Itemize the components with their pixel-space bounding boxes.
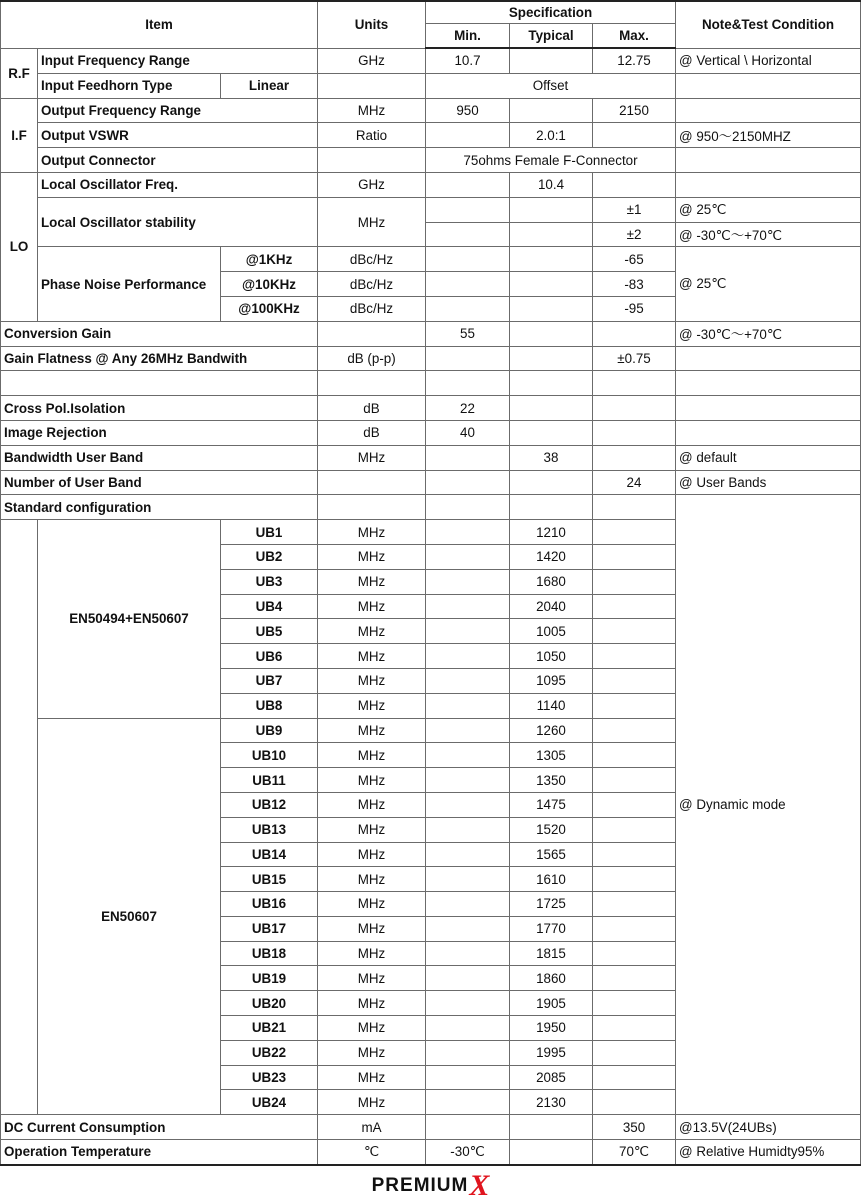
- units-cell: MHz: [318, 768, 426, 793]
- row-label: Output VSWR: [38, 123, 318, 148]
- units-cell: dBc/Hz: [318, 247, 426, 272]
- row-label: DC Current Consumption: [1, 1115, 318, 1140]
- units-cell: MHz: [318, 718, 426, 743]
- typical-cell: 75ohms Female F-Connector: [426, 148, 676, 173]
- typical-cell: 1140: [510, 693, 593, 718]
- units-cell: MHz: [318, 569, 426, 594]
- max-cell: [593, 842, 676, 867]
- min-cell: [426, 470, 510, 495]
- row-label: Number of User Band: [1, 470, 318, 495]
- min-cell: [426, 842, 510, 867]
- min-cell: [426, 1115, 510, 1140]
- ub-name: UB1: [221, 520, 318, 545]
- units-cell: Ratio: [318, 123, 426, 148]
- units-cell: [318, 495, 426, 520]
- typical-cell: 1520: [510, 817, 593, 842]
- table-row-empty: [1, 371, 861, 396]
- units-cell: MHz: [318, 544, 426, 569]
- min-cell: [426, 222, 510, 247]
- typical-cell: [510, 371, 593, 396]
- group-label-lo: LO: [1, 172, 38, 321]
- units-cell: [318, 73, 426, 98]
- units-cell: dB: [318, 396, 426, 421]
- units-cell: MHz: [318, 842, 426, 867]
- min-cell: [426, 817, 510, 842]
- units-cell: MHz: [318, 892, 426, 917]
- min-cell: [426, 693, 510, 718]
- max-cell: [593, 594, 676, 619]
- units-cell: MHz: [318, 1016, 426, 1041]
- units-cell: MHz: [318, 594, 426, 619]
- ub-name: UB3: [221, 569, 318, 594]
- max-cell: [593, 817, 676, 842]
- max-cell: [593, 445, 676, 470]
- max-cell: [593, 321, 676, 346]
- units-cell: GHz: [318, 48, 426, 73]
- min-cell: [426, 247, 510, 272]
- typical-cell: 2130: [510, 1090, 593, 1115]
- min-cell: 22: [426, 396, 510, 421]
- units-cell: MHz: [318, 445, 426, 470]
- units-cell: dBc/Hz: [318, 272, 426, 297]
- typical-cell: 1905: [510, 991, 593, 1016]
- max-cell: [593, 495, 676, 520]
- item-header: Item: [1, 1, 318, 48]
- typical-cell: [510, 1140, 593, 1165]
- typical-cell: 1095: [510, 668, 593, 693]
- min-cell: [426, 371, 510, 396]
- row-label: Local Oscillator Freq.: [38, 172, 318, 197]
- typical-cell: 1950: [510, 1016, 593, 1041]
- row-label: Bandwidth User Band: [1, 445, 318, 470]
- max-cell: [593, 792, 676, 817]
- ub-name: UB8: [221, 693, 318, 718]
- min-cell: [426, 916, 510, 941]
- units-cell: MHz: [318, 792, 426, 817]
- min-cell: [426, 123, 510, 148]
- max-cell: 350: [593, 1115, 676, 1140]
- min-cell: [426, 619, 510, 644]
- units-cell: MHz: [318, 817, 426, 842]
- typical-cell: [510, 495, 593, 520]
- units-cell: MHz: [318, 1065, 426, 1090]
- units-cell: [318, 321, 426, 346]
- ub-name: UB15: [221, 867, 318, 892]
- table-row: [1, 1115, 861, 1140]
- units-cell: MHz: [318, 743, 426, 768]
- table-row: [1, 1140, 861, 1165]
- max-cell: -65: [593, 247, 676, 272]
- table-row: [1, 247, 861, 272]
- units-cell: MHz: [318, 916, 426, 941]
- row-label: Input Feedhorn Type: [38, 73, 221, 98]
- typical-cell: 1305: [510, 743, 593, 768]
- max-cell: [593, 1040, 676, 1065]
- min-cell: [426, 941, 510, 966]
- max-cell: [593, 693, 676, 718]
- max-cell: 2150: [593, 98, 676, 123]
- max-cell: [593, 991, 676, 1016]
- units-cell: MHz: [318, 1040, 426, 1065]
- max-cell: [593, 941, 676, 966]
- typical-cell: [510, 321, 593, 346]
- typical-cell: 1350: [510, 768, 593, 793]
- units-cell: dB (p-p): [318, 346, 426, 371]
- note-cell: [676, 148, 861, 173]
- note-cell: @ -30℃～+70℃: [676, 321, 861, 346]
- max-cell: [593, 172, 676, 197]
- table-row: [1, 396, 861, 421]
- min-cell: [426, 172, 510, 197]
- units-cell: MHz: [318, 867, 426, 892]
- standard-label: EN50494+EN50607: [38, 520, 221, 718]
- units-cell: dBc/Hz: [318, 296, 426, 321]
- ub-name: UB23: [221, 1065, 318, 1090]
- min-cell: 40: [426, 420, 510, 445]
- max-cell: ±2: [593, 222, 676, 247]
- max-cell: [593, 743, 676, 768]
- min-cell: 950: [426, 98, 510, 123]
- table-row: [1, 148, 861, 173]
- note-cell: @ 25℃: [676, 247, 861, 321]
- typical-cell: 1725: [510, 892, 593, 917]
- typical-cell: [510, 48, 593, 73]
- max-cell: ±1: [593, 197, 676, 222]
- max-cell: 12.75: [593, 48, 676, 73]
- max-cell: [593, 966, 676, 991]
- units-cell: MHz: [318, 619, 426, 644]
- max-cell: 70℃: [593, 1140, 676, 1165]
- header-row: [1, 1, 861, 24]
- table-row: [1, 420, 861, 445]
- typical-cell: 1995: [510, 1040, 593, 1065]
- typical-cell: [510, 247, 593, 272]
- max-cell: -83: [593, 272, 676, 297]
- min-cell: [426, 966, 510, 991]
- min-cell: [426, 520, 510, 545]
- row-label: Input Frequency Range: [38, 48, 318, 73]
- max-cell: [593, 668, 676, 693]
- row-label: Gain Flatness @ Any 26MHz Bandwith: [1, 346, 318, 371]
- table-row: [1, 445, 861, 470]
- min-cell: [426, 346, 510, 371]
- max-cell: [593, 718, 676, 743]
- max-cell: [593, 420, 676, 445]
- typical-cell: [510, 1115, 593, 1140]
- max-cell: [593, 867, 676, 892]
- max-cell: [593, 396, 676, 421]
- units-cell: MHz: [318, 520, 426, 545]
- row-sublabel: @100KHz: [221, 296, 318, 321]
- ub-name: UB10: [221, 743, 318, 768]
- row-label: Cross Pol.Isolation: [1, 396, 318, 421]
- note-cell-dynamic-mode: @ Dynamic mode: [676, 495, 861, 1115]
- ub-name: UB2: [221, 544, 318, 569]
- typical-cell: [510, 420, 593, 445]
- max-cell: [593, 619, 676, 644]
- table-row: [1, 123, 861, 148]
- standard-label: EN50607: [38, 718, 221, 1115]
- units-cell: MHz: [318, 197, 426, 247]
- typical-cell: Offset: [426, 73, 676, 98]
- row-label: Standard configuration: [1, 495, 318, 520]
- row-label: Conversion Gain: [1, 321, 318, 346]
- ub-name: UB24: [221, 1090, 318, 1115]
- note-header: Note&Test Condition: [676, 1, 861, 48]
- ub-name: UB22: [221, 1040, 318, 1065]
- table-row: [1, 73, 861, 98]
- row-label: Operation Temperature: [1, 1140, 318, 1165]
- note-cell: @ 950～2150MHZ: [676, 123, 861, 148]
- max-cell: [593, 1065, 676, 1090]
- units-cell: [318, 470, 426, 495]
- note-cell: [676, 396, 861, 421]
- ub-name: UB21: [221, 1016, 318, 1041]
- typical-cell: 2.0:1: [510, 123, 593, 148]
- typical-header: Typical: [510, 24, 593, 49]
- ub-name: UB12: [221, 792, 318, 817]
- typical-cell: [510, 222, 593, 247]
- typical-cell: 2040: [510, 594, 593, 619]
- min-cell: [426, 644, 510, 669]
- row-label: Output Connector: [38, 148, 318, 173]
- min-cell: [426, 768, 510, 793]
- note-cell: @ default: [676, 445, 861, 470]
- typical-cell: 2085: [510, 1065, 593, 1090]
- typical-cell: 1610: [510, 867, 593, 892]
- units-cell: [318, 148, 426, 173]
- min-cell: [426, 1065, 510, 1090]
- max-cell: [593, 520, 676, 545]
- max-cell: [593, 123, 676, 148]
- row-sublabel: @1KHz: [221, 247, 318, 272]
- units-cell: MHz: [318, 1090, 426, 1115]
- min-cell: [426, 718, 510, 743]
- typical-cell: [510, 296, 593, 321]
- units-cell: MHz: [318, 966, 426, 991]
- min-cell: [426, 792, 510, 817]
- table-row: [1, 321, 861, 346]
- min-cell: [426, 495, 510, 520]
- note-cell: [676, 371, 861, 396]
- units-cell: MHz: [318, 644, 426, 669]
- row-sublabel: @10KHz: [221, 272, 318, 297]
- note-cell: [676, 98, 861, 123]
- row-label: Local Oscillator stability: [38, 197, 318, 247]
- max-cell: [593, 644, 676, 669]
- note-cell: @ -30℃～+70℃: [676, 222, 861, 247]
- typical-cell: 1475: [510, 792, 593, 817]
- note-cell: [676, 420, 861, 445]
- max-cell: [593, 371, 676, 396]
- spec-body: [1, 1, 861, 1165]
- row-label: [1, 371, 318, 396]
- row-label: Output Frequency Range: [38, 98, 318, 123]
- typical-cell: [510, 470, 593, 495]
- typical-cell: [510, 346, 593, 371]
- min-cell: [426, 867, 510, 892]
- min-cell: [426, 296, 510, 321]
- row-label: Image Rejection: [1, 420, 318, 445]
- note-cell: @ User Bands: [676, 470, 861, 495]
- max-cell: [593, 892, 676, 917]
- min-header: Min.: [426, 24, 510, 49]
- max-cell: [593, 1016, 676, 1041]
- ub-name: UB14: [221, 842, 318, 867]
- max-cell: ±0.75: [593, 346, 676, 371]
- ub-name: UB4: [221, 594, 318, 619]
- min-cell: [426, 569, 510, 594]
- typical-cell: 1050: [510, 644, 593, 669]
- table-row: [1, 172, 861, 197]
- table-row: [1, 98, 861, 123]
- typical-cell: 1860: [510, 966, 593, 991]
- min-cell: [426, 1016, 510, 1041]
- typical-cell: [510, 396, 593, 421]
- typical-cell: 1420: [510, 544, 593, 569]
- units-cell: dB: [318, 420, 426, 445]
- note-cell: @ 25℃: [676, 197, 861, 222]
- ub-name: UB20: [221, 991, 318, 1016]
- ub-name: UB17: [221, 916, 318, 941]
- group-label-if: I.F: [1, 98, 38, 172]
- brand-x-mark: X: [469, 1168, 490, 1202]
- typical-cell: 1680: [510, 569, 593, 594]
- min-cell: [426, 594, 510, 619]
- table-row: [1, 197, 861, 222]
- row-sublabel: Linear: [221, 73, 318, 98]
- units-cell: MHz: [318, 991, 426, 1016]
- ub-name: UB5: [221, 619, 318, 644]
- ub-name: UB9: [221, 718, 318, 743]
- typical-cell: [510, 98, 593, 123]
- units-cell: mA: [318, 1115, 426, 1140]
- min-cell: 10.7: [426, 48, 510, 73]
- ub-name: UB19: [221, 966, 318, 991]
- max-cell: [593, 569, 676, 594]
- min-cell: [426, 197, 510, 222]
- units-cell: MHz: [318, 693, 426, 718]
- max-cell: [593, 916, 676, 941]
- typical-cell: 1815: [510, 941, 593, 966]
- ub-name: UB6: [221, 644, 318, 669]
- max-cell: -95: [593, 296, 676, 321]
- min-cell: -30℃: [426, 1140, 510, 1165]
- min-cell: [426, 991, 510, 1016]
- note-cell: @ Vertical \ Horizontal: [676, 48, 861, 73]
- units-header: Units: [318, 1, 426, 48]
- min-cell: [426, 272, 510, 297]
- units-cell: MHz: [318, 941, 426, 966]
- table-row: [1, 48, 861, 73]
- table-row: [1, 495, 861, 520]
- group-label-rf: R.F: [1, 48, 38, 98]
- note-cell: [676, 172, 861, 197]
- typical-cell: 1770: [510, 916, 593, 941]
- min-cell: [426, 892, 510, 917]
- min-cell: [426, 743, 510, 768]
- typical-cell: [510, 197, 593, 222]
- typical-cell: 38: [510, 445, 593, 470]
- brand-text: PREMIUM: [371, 1174, 469, 1196]
- min-cell: [426, 445, 510, 470]
- min-cell: 55: [426, 321, 510, 346]
- ub-name: UB13: [221, 817, 318, 842]
- row-label: Phase Noise Performance: [38, 247, 221, 321]
- max-cell: [593, 1090, 676, 1115]
- footer: [0, 1168, 861, 1203]
- specification-header: Specification: [426, 1, 676, 24]
- note-cell: @13.5V(24UBs): [676, 1115, 861, 1140]
- note-cell: @ Relative Humidty95%: [676, 1140, 861, 1165]
- ub-name: UB11: [221, 768, 318, 793]
- ub-name: UB7: [221, 668, 318, 693]
- units-cell: MHz: [318, 668, 426, 693]
- group-spacer: [1, 520, 38, 1115]
- max-cell: [593, 768, 676, 793]
- typical-cell: 1005: [510, 619, 593, 644]
- table-row: [1, 470, 861, 495]
- typical-cell: 1260: [510, 718, 593, 743]
- units-cell: MHz: [318, 98, 426, 123]
- typical-cell: 1565: [510, 842, 593, 867]
- typical-cell: 10.4: [510, 172, 593, 197]
- min-cell: [426, 1040, 510, 1065]
- max-cell: [593, 544, 676, 569]
- ub-name: UB18: [221, 941, 318, 966]
- units-cell: GHz: [318, 172, 426, 197]
- min-cell: [426, 544, 510, 569]
- max-cell: 24: [593, 470, 676, 495]
- note-cell: [676, 73, 861, 98]
- units-cell: [318, 371, 426, 396]
- min-cell: [426, 668, 510, 693]
- min-cell: [426, 1090, 510, 1115]
- ub-name: UB16: [221, 892, 318, 917]
- max-header: Max.: [593, 24, 676, 49]
- units-cell: ℃: [318, 1140, 426, 1165]
- brand-logo: [372, 1168, 490, 1203]
- typical-cell: 1210: [510, 520, 593, 545]
- note-cell: [676, 346, 861, 371]
- table-row: [1, 346, 861, 371]
- typical-cell: [510, 272, 593, 297]
